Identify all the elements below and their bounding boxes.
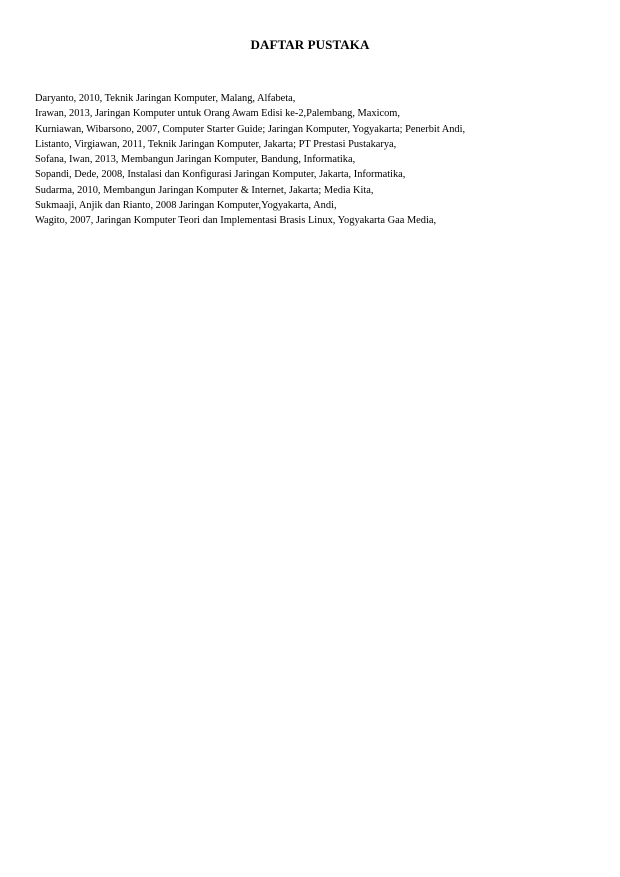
reference-item: Irawan, 2013, Jaringan Komputer untuk Orang Awam Edisi ke-2,Palembang, Maxicom, bbox=[35, 108, 400, 120]
reference-item: Daryanto, 2010, Teknik Jaringan Komputer, Malang, Alfabeta, bbox=[35, 93, 296, 104]
reference-item: Wagito, 2007, Jaringan Komputer Teori dan Implementasi Brasis Linux, Yogyakarta Gaa Media, bbox=[35, 215, 437, 227]
reference-item: Listanto, Virgiawan, 2011, Teknik Jaringan Komputer, Jakarta; PT Prestasi Pustakarya, bbox=[35, 138, 397, 150]
page-title: DAFTAR PUSTAKA bbox=[250, 37, 370, 52]
reference-item: Sopandi, Dede, 2008, Instalasi dan Konfigurasi Jaringan Komputer, Jakarta, Informatika, bbox=[35, 169, 406, 181]
reference-item: Sukmaaji, Anjik dan Rianto, 2008 Jaringan Komputer,Yogyakarta, Andi, bbox=[35, 200, 337, 212]
reference-item: Kurniawan, Wibarsono, 2007, Computer Starter Guide; Jaringan Komputer, Yogyakarta; Penerbit Andi, bbox=[35, 123, 466, 135]
reference-item: Sudarma, 2010, Membangun Jaringan Komputer & Internet, Jakarta; Media Kita, bbox=[35, 184, 374, 196]
reference-item: Sofana, Iwan, 2013, Membangun Jaringan Komputer, Bandung, Informatika, bbox=[35, 154, 356, 166]
reference-list bbox=[35, 91, 605, 229]
